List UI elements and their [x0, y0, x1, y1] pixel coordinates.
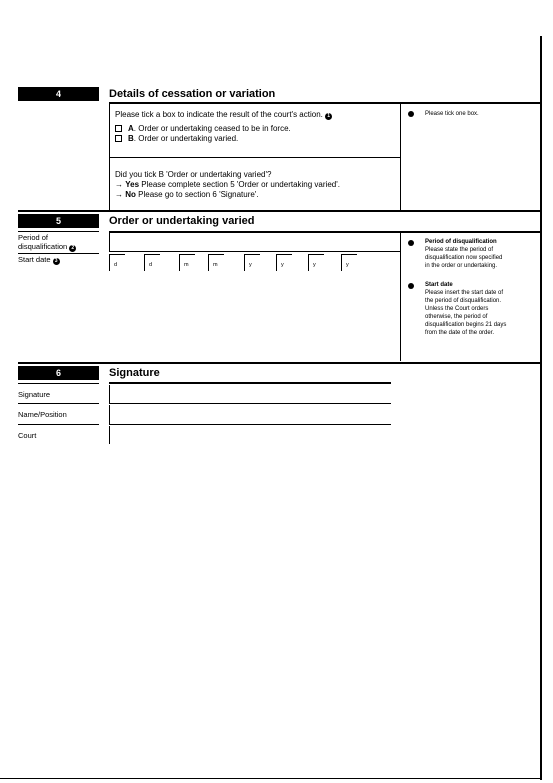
court-field[interactable] — [109, 426, 110, 444]
signature-label-rule — [18, 403, 99, 404]
section-4-number: 4 — [18, 87, 99, 101]
section-4-title: Details of cessation or variation — [109, 88, 276, 100]
note-period: Period of disqualification Please state the period of disqualification now specified in the order or undertaking. — [425, 239, 503, 269]
section-4-inner-rule — [109, 157, 400, 158]
period-field[interactable] — [109, 251, 400, 252]
start-date-month-1[interactable]: m — [179, 254, 195, 271]
section-5-rule — [109, 231, 540, 233]
yes-instruction: → Yes Please complete section 5 'Order or undertaking varied'. — [115, 180, 340, 189]
option-a-checkbox[interactable] — [115, 125, 122, 132]
section-6-rule — [109, 382, 391, 384]
page-border-right — [540, 36, 542, 780]
section-5-divider — [400, 233, 401, 361]
court-label: Court — [18, 431, 37, 440]
start-date-year-2[interactable]: y — [276, 254, 292, 271]
name-position-field[interactable] — [109, 424, 391, 425]
no-instruction: → No Please go to section 6 'Signature'. — [115, 190, 259, 199]
section-5-label-rule — [18, 231, 99, 232]
note-start-date: Start date Please insert the start date of the period of disqualification. Unless the Court orders otherwise, the period of disqualification begins 21 days from the date of the order. — [425, 282, 507, 336]
section-4-question: Did you tick B 'Order or undertaking varied'? — [115, 170, 272, 179]
section-6-label-rule — [18, 383, 99, 384]
section-5-title: Order or undertaking varied — [109, 215, 255, 227]
period-label-rule — [18, 253, 99, 254]
section-6-number: 6 — [18, 366, 99, 380]
note-2-marker-icon: 2 — [69, 245, 76, 252]
arrow-icon: → — [115, 180, 123, 189]
signature-field[interactable] — [109, 403, 391, 404]
start-date-year-4[interactable]: y — [341, 254, 357, 271]
section-5-number: 5 — [18, 214, 99, 228]
section-4-divider — [400, 104, 401, 210]
start-date-day-1[interactable]: d — [109, 254, 125, 271]
arrow-icon: → — [115, 190, 123, 199]
name-label-rule — [18, 424, 99, 425]
option-b[interactable]: B. Order or undertaking varied. — [115, 134, 238, 144]
section-6-top-rule — [18, 362, 540, 364]
start-date-year-3[interactable]: y — [308, 254, 324, 271]
option-a[interactable]: A. Order or undertaking ceased to be in force. — [115, 124, 291, 134]
note-3-marker-icon: 3 — [53, 258, 60, 265]
option-b-checkbox[interactable] — [115, 135, 122, 142]
section-6-title: Signature — [109, 367, 160, 379]
note-marker-icon — [408, 111, 414, 117]
name-position-label: Name/Position — [18, 410, 67, 419]
section-5-top-rule — [18, 210, 540, 212]
signature-field-border — [109, 385, 110, 403]
note-1-marker-icon: 1 — [325, 113, 332, 120]
signature-label: Signature — [18, 390, 51, 399]
page-border-bottom — [0, 778, 541, 779]
start-date-day-2[interactable]: d — [144, 254, 160, 271]
period-field-border — [109, 233, 110, 251]
start-date-label: Start date 3 — [18, 255, 60, 265]
section-4-note: Please tick one box. — [425, 111, 479, 117]
start-date-year-1[interactable]: y — [244, 254, 260, 271]
period-label: Period of disqualification 2 — [18, 233, 76, 252]
section-4-rule — [109, 102, 540, 104]
name-field-border — [109, 405, 110, 424]
note-marker-icon — [408, 283, 414, 289]
note-marker-icon — [408, 240, 414, 246]
start-date-month-2[interactable]: m — [208, 254, 224, 271]
section-4-instruction: Please tick a box to indicate the result of the court's action. 1 — [115, 110, 332, 120]
